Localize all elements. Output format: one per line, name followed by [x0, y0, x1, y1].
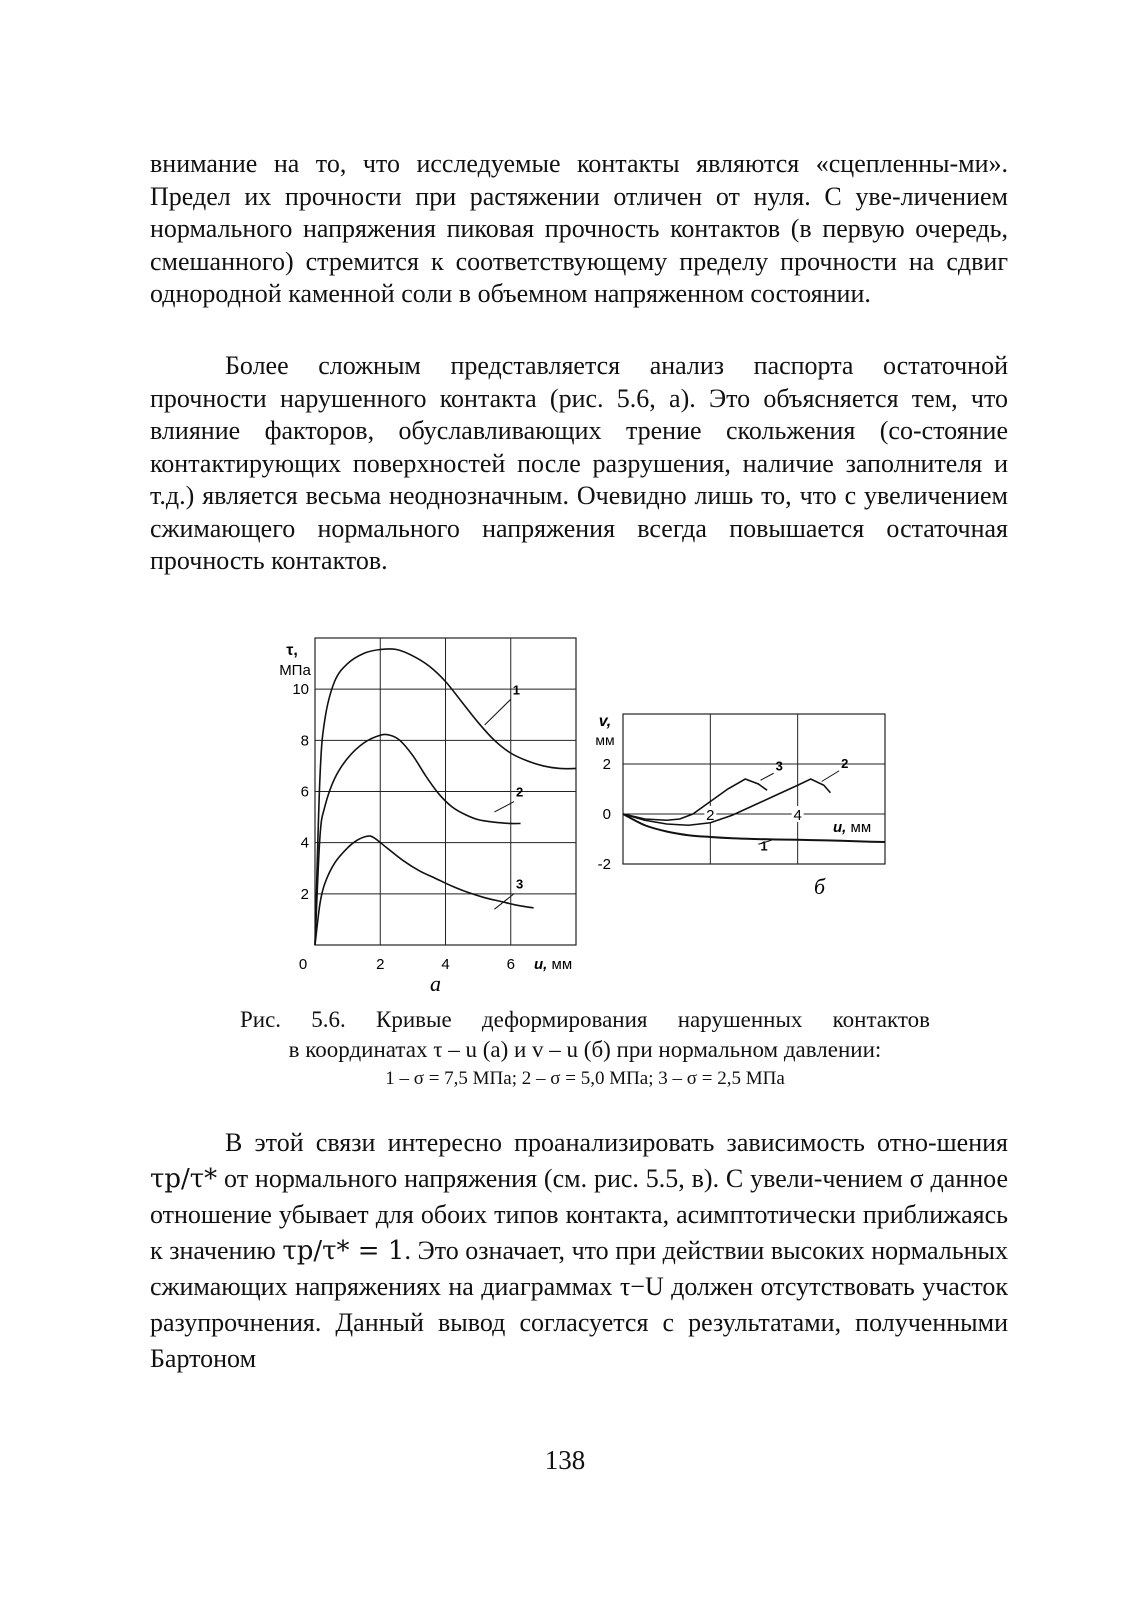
paragraph-3: [150, 1125, 1008, 1377]
y-tick-label: 4: [300, 834, 309, 852]
y-tick-label: 2: [300, 885, 309, 903]
x-tick-label: 2: [706, 807, 715, 824]
y-axis-label-unit: МПа: [279, 662, 311, 679]
curve-1-leader: [485, 699, 511, 725]
paragraph-2: Более сложным представляется анализ паспорта остаточной прочности нарушенного контакта (рис. 5.6, а). Это объясняется тем, что влияние факторов, обуславливающих трение скольжения (со-стояние контактирующих поверхностей после разрушения, наличие заполнителя и т.д.) является весьма неоднозначным. Очевидно лишь то, что с увеличением сжимающего нормального напряжения всегда повышается остаточная прочность контактов.: [150, 351, 1008, 575]
y-tick-label: 2: [602, 756, 611, 773]
y-axis-label-unit: мм: [595, 732, 615, 748]
x-axis-label: u, мм: [534, 956, 573, 973]
page-number: 138: [544, 1445, 586, 1475]
figure-5-6: [270, 630, 910, 1000]
x-tick-label: 6: [506, 956, 515, 973]
curve-1-label: 1: [512, 682, 520, 698]
ratio-tau-p-tau-star: τp/τ*: [150, 1164, 218, 1194]
paragraph-3-part-b: от нормального напряжения (см. рис. 5.5, в). С увели-чением σ данное отношение убывает для обоих типов контакта, асимптотически приближаясь к значению: [150, 1164, 1008, 1265]
curve-3-label: 3: [516, 876, 524, 892]
curve-3-line: [315, 836, 534, 945]
y-tick-label: 6: [300, 783, 309, 801]
y-tick-label: -2: [597, 856, 611, 873]
curve-2-label: 2: [841, 755, 849, 771]
curve-2-label: 2: [516, 784, 524, 800]
figure-svg: [270, 630, 910, 1000]
paragraph-3-part-c: . Это означает, что при действии высоких нормальных сжимающих напряжениях на диаграммах τ−U должен отсутствовать участок разупрочнения. Данный вывод согласуется с результатами, полученными Бартоном: [150, 1236, 1009, 1373]
ratio-equals-one: τp/τ* = 1: [282, 1236, 405, 1266]
caption-line-3: 1 – σ = 7,5 МПа; 2 – σ = 5,0 МПа; 3 – σ = 2,5 МПа: [385, 1068, 785, 1089]
caption-line-1: Рис. 5.6. Кривые деформирования нарушенных контактов: [240, 1007, 930, 1032]
x-tick-label: 4: [793, 807, 802, 824]
x-tick-label: 2: [376, 956, 385, 973]
curve-1-label: 1: [760, 838, 768, 854]
figure-caption: [240, 1005, 930, 1093]
x-axis-label: u, мм: [833, 819, 872, 836]
chart-panel-a: [279, 638, 576, 996]
curve-3-label: 3: [775, 758, 783, 774]
y-tick-label: 10: [292, 681, 309, 699]
curve-3-leader: [761, 773, 774, 780]
y-tick-label: 8: [300, 732, 309, 750]
curve-2-line: [315, 734, 524, 945]
y-axis-label-symbol: v,: [598, 713, 612, 730]
caption-line-2: в координатах τ – u (а) и v – u (б) при нормальном давлении:: [288, 1037, 882, 1062]
y-axis-label-symbol: τ,: [286, 642, 298, 659]
panel-label-a: а: [430, 971, 441, 996]
x-tick-label: 0: [298, 956, 308, 973]
paragraph-3-part-a: В этой связи интересно проанализировать зависимость отно-шения: [225, 1128, 1008, 1157]
x-tick-label: 4: [441, 956, 450, 973]
chart-panel-b: [595, 713, 885, 899]
y-tick-label: 0: [602, 806, 611, 823]
curve-2-leader: [822, 771, 839, 782]
panel-label-b: б: [813, 874, 826, 899]
paragraph-1: внимание на то, что исследуемые контакты являются «сцепленны-ми». Предел их прочности при растяжении отличен от нуля. С уве-личением нормального напряжения пиковая прочность контактов (в первую очередь, смешанного) стремится к соответствующему пределу прочности на сдвиг однородной каменной соли в объемном напряженном состоянии.: [150, 149, 1008, 308]
